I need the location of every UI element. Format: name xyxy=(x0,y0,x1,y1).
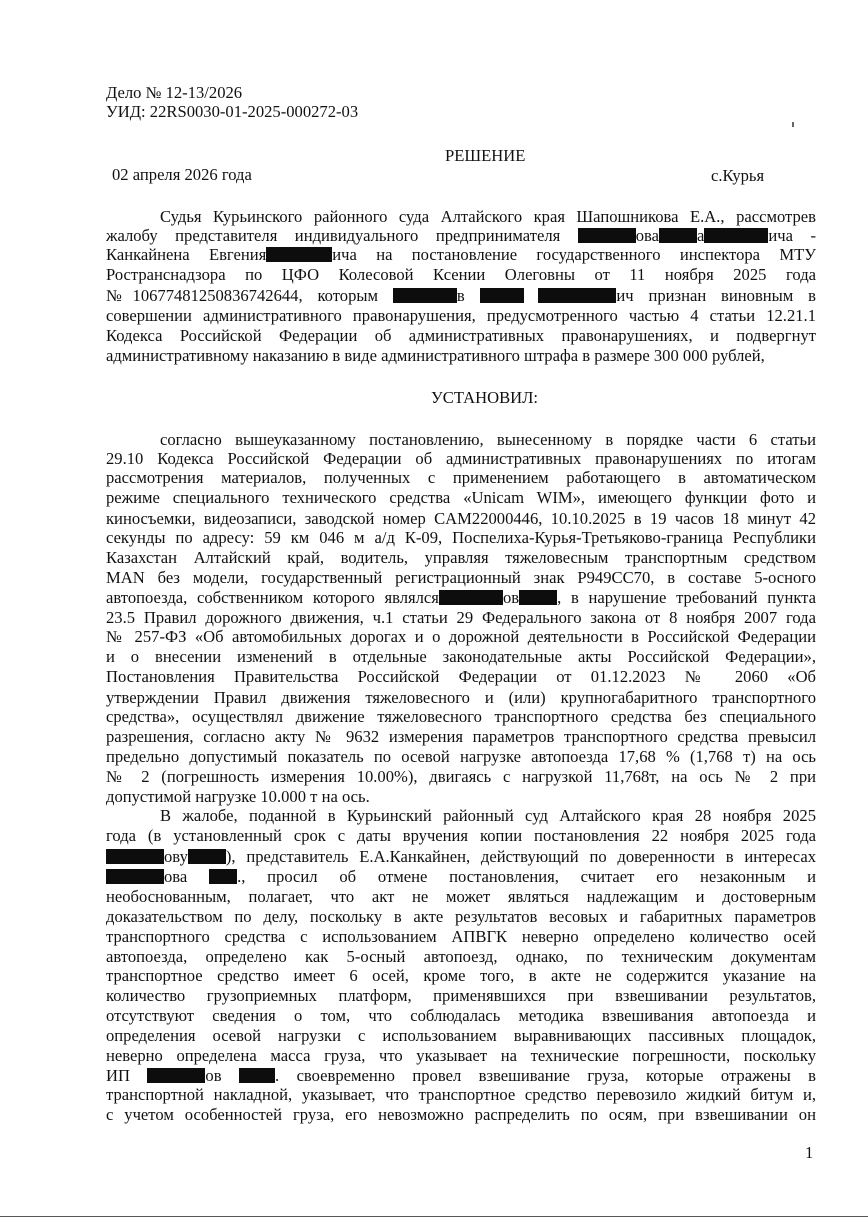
page-bottom-rule xyxy=(0,1216,868,1217)
body-line: киносъемки, видеозаписи, заводской номер CAM22000446, 10.10.2025 в 19 часов 18 минут 42 xyxy=(106,509,816,528)
intro-text: ич признан виновным в xyxy=(616,286,816,305)
intro-line xyxy=(106,245,816,264)
complaint-text: ИП xyxy=(106,1066,148,1085)
body-line: № 257-ФЗ «Об автомобильных дорогах и о дорожной деятельности в Российской Федерации xyxy=(106,627,816,646)
complaint-text: ), представитель Е.А.Канкайнен, действующий по доверенности в интересах xyxy=(225,847,816,866)
complaint-line: с учетом особенностей груза, его невозможно распределить по осям, при взвешивании он xyxy=(106,1105,816,1124)
complaint-text: ов xyxy=(205,1066,239,1085)
body-text: , в нарушение требований пункта xyxy=(557,588,816,607)
intro-line xyxy=(106,226,816,245)
intro-text: №10677481250836742644, которым xyxy=(106,286,393,305)
redaction-block xyxy=(239,1068,275,1083)
intro-text: ова xyxy=(635,226,660,245)
complaint-line: автопоезда, определено как 5-осный автопоезд, однако, по техническим документам xyxy=(106,947,816,966)
complaint-line: транспортного средства с использованием АПВГК неверно определено количество осей xyxy=(106,927,816,946)
complaint-text: . своевременно провел взвешивание груза, которые отражены в xyxy=(274,1066,816,1085)
complaint-line xyxy=(106,1066,816,1085)
body-line: 23.5 Правил дорожного движения, ч.1 статьи 29 Федерального закона от 8 ноября 2007 года xyxy=(106,608,816,627)
complaint-line: транспортной накладной, указывает, что транспортное средство перевозило жидкий битум и, xyxy=(106,1085,816,1104)
body-text: автопоезда, собственником которого являлся xyxy=(106,588,439,607)
case-number: Дело № 12-13/2026 xyxy=(106,83,243,102)
intro-line: Кодекса Российской Федерации об административных правонарушениях, и подвергнут xyxy=(106,326,816,345)
complaint-text: ., просил об отмене постановления, считает его незаконным и xyxy=(237,867,816,886)
complaint-text: ову xyxy=(164,847,188,866)
body-line: Постановления Правительства Российской Федерации от 01.12.2023 № 2060 «Об xyxy=(106,667,816,686)
complaint-line: неверно определена масса груза, что указывает на технические погрешности, поскольку xyxy=(106,1046,816,1065)
body-line: Казахстан Алтайский край, водитель, управляя тяжеловесным транспортным средством xyxy=(106,548,816,567)
intro-text: в xyxy=(456,286,480,305)
redaction-block xyxy=(209,869,237,884)
body-line: № 2 (погрешность измерения 10.00%), двигаясь с нагрузкой 11,768т, на ось № 2 при xyxy=(106,767,816,786)
body-line: допустимой нагрузке 10.000 т на ось. xyxy=(106,787,370,806)
complaint-line: транспортное средство имеет 6 осей, кроме того, в акте не содержится указание на xyxy=(106,966,816,985)
body-line: рассмотрения материалов, полученных с применением работающего в автоматическом xyxy=(106,468,816,487)
scan-speck xyxy=(792,122,794,127)
redaction-block xyxy=(704,228,768,243)
redaction-block xyxy=(538,288,616,303)
decision-place: с.Курья xyxy=(711,166,765,185)
page-number: 1 xyxy=(805,1143,814,1162)
complaint-line: количество грузоприемных платформ, применявшихся при взвешивании результатов, xyxy=(106,986,816,1005)
decision-date: 02 апреля 2026 года xyxy=(112,165,252,184)
document-title: РЕШЕНИЕ xyxy=(445,146,526,165)
intro-line: совершении административного правонарушения, предусмотренного частью 4 статьи 12.21.1 xyxy=(106,306,816,325)
intro-line: Ространснадзора по ЦФО Колесовой Ксении Олеговны от 11 ноября 2025 года xyxy=(106,265,816,284)
redaction-block xyxy=(147,1068,205,1083)
body-line: средства», осуществлял движение тяжеловесного транспортного средства без специального xyxy=(106,707,816,726)
redaction-block xyxy=(266,247,332,262)
case-uid: УИД: 22RS0030-01-2025-000272-03 xyxy=(106,102,359,121)
intro-text: ича на постановление государственного инспектора МТУ xyxy=(332,245,816,264)
complaint-line: необоснованным, полагает, что акт не может являться надлежащим и достоверным xyxy=(106,887,816,906)
body-line: и о внесении изменений в отдельные законодательные акты Российской Федерации», xyxy=(106,647,816,666)
complaint-line: года (в установленный срок с даты вручения копии постановления 22 ноября 2025 года xyxy=(106,826,816,845)
intro-text: жалобу представителя индивидуального предпринимателя xyxy=(106,226,578,245)
intro-line: административному наказанию в виде административного штрафа в размере 300 000 рублей, xyxy=(106,346,765,365)
redaction-block xyxy=(659,228,697,243)
redaction-block xyxy=(519,590,557,605)
redaction-block xyxy=(480,288,524,303)
redaction-block xyxy=(188,849,226,864)
redaction-block xyxy=(439,590,503,605)
body-text: ов xyxy=(502,588,520,607)
body-line: разрешения, согласно акту № 9632 измерения параметров транспортного средства превысил xyxy=(106,727,816,746)
body-line: секунды по адресу: 59 км 046 м а/д К-09, Поспелиха-Курья-Третьяково-граница Республики xyxy=(106,528,816,547)
complaint-line xyxy=(106,847,816,866)
body-line: MAN без модели, государственный регистрационный знак Р949СС70, в составе 5-осного xyxy=(106,568,816,587)
complaint-line: отсутствуют сведения о том, что соблюдалась методика взвешивания автопоезда и xyxy=(106,1006,816,1025)
redaction-block xyxy=(393,288,457,303)
complaint-line: доказательством по делу, поскольку в акте результатов весовых и габаритных параметров xyxy=(106,907,816,926)
complaint-text: ова xyxy=(164,867,210,886)
body-line: утверждении Правил движения тяжеловесного и (или) крупногабаритного транспортного xyxy=(106,688,816,707)
body-line: 29.10 Кодекса Российской Федерации об административных правонарушениях по итогам xyxy=(106,449,816,468)
redaction-block xyxy=(106,849,164,864)
complaint-line: определения осевой нагрузки с использованием выравнивающих пассивных площадок, xyxy=(106,1026,816,1045)
body-line: согласно вышеуказанному постановлению, вынесенному в порядке части 6 статьи xyxy=(160,430,816,449)
redaction-block xyxy=(106,869,164,884)
intro-text: Канкайнена Евгения xyxy=(106,245,267,264)
section-title: УСТАНОВИЛ: xyxy=(431,388,538,407)
complaint-line xyxy=(106,867,816,886)
body-line: предельно допустимый показатель по осевой нагрузке автопоезда 17,68 % (1,768 т) на ось xyxy=(106,747,816,766)
intro-line xyxy=(106,286,816,305)
intro-text: ича - xyxy=(768,226,816,245)
body-line: режиме специального технического средства «Unicam WIM», имеющего функции фото и xyxy=(106,488,816,507)
intro-text: а xyxy=(697,226,705,245)
redaction-block xyxy=(578,228,636,243)
body-line xyxy=(106,588,816,607)
complaint-line: В жалобе, поданной в Курьинский районный суд Алтайского края 28 ноября 2025 xyxy=(160,806,816,825)
intro-line: Судья Курьинского районного суда Алтайского края Шапошникова Е.А., рассмотрев xyxy=(160,207,816,226)
